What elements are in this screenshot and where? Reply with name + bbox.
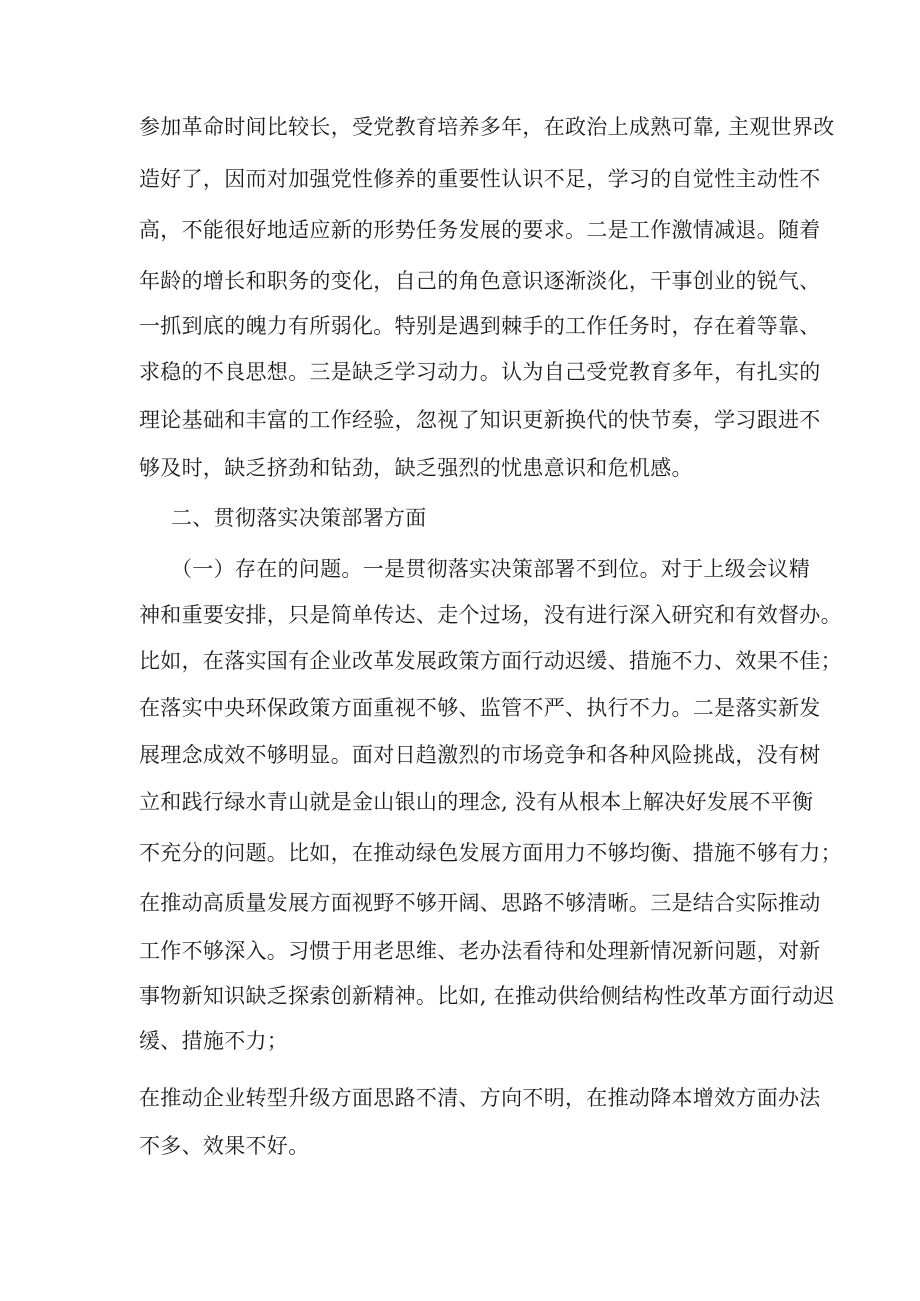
paragraph-line-5: 一抓到底的魄力有所弱化。特别是遇到棘手的工作任务时，存在着等靠、 (139, 314, 821, 338)
paragraph-line-18: 工作不够深入。习惯于用老思维、老办法看待和处理新情况新问题，对新 (139, 939, 821, 963)
paragraph-line-7: 理论基础和丰富的工作经验，忽视了知识更新换代的快节奏，学习跟进不 (139, 408, 821, 432)
paragraph-line-4: 年龄的增长和职务的变化，自己的角色意识逐渐淡化，干事创业的锐气、 (139, 269, 821, 293)
paragraph-line-1: 参加革命时间比较长，受党教育培养多年，在政治上成熟可靠, 主观世界改 (139, 115, 835, 139)
paragraph-line-10: （一）存在的问题。一是贯彻落实决策部署不到位。对于上级会议精 (171, 557, 810, 581)
paragraph-line-11: 神和重要安排，只是简单传达、走个过场，没有进行深入研究和有效督办。 (139, 603, 842, 627)
section-heading: 二、贯彻落实决策部署方面 (171, 506, 427, 530)
paragraph-line-13: 在落实中央环保政策方面重视不够、监管不严、执行不力。二是落实新发 (139, 696, 821, 720)
paragraph-line-16: 不充分的问题。比如，在推动绿色发展方面用力不够均衡、措施不够有力； (139, 841, 842, 865)
paragraph-line-21: 在推动企业转型升级方面思路不清、方向不明，在推动降本增效方面办法 (139, 1086, 821, 1110)
paragraph-line-15: 立和践行绿水青山就是金山银山的理念, 没有从根本上解决好发展不平衡 (139, 790, 814, 814)
paragraph-line-19: 事物新知识缺乏探索创新精神。比如, 在推动供给侧结构性改革方面行动迟 (139, 984, 835, 1008)
paragraph-line-8: 够及时，缺乏挤劲和钻劲，缺乏强烈的忧患意识和危机感。 (139, 456, 693, 480)
paragraph-line-3: 高，不能很好地适应新的形势任务发展的要求。二是工作激情减退。随着 (139, 218, 821, 242)
paragraph-line-14: 展理念成效不够明显。面对日趋激烈的市场竞争和各种风险挑战，没有树 (139, 743, 821, 767)
paragraph-line-17: 在推动高质量发展方面视野不够开阔、思路不够清晰。三是结合实际推动 (139, 891, 821, 915)
paragraph-line-22: 不多、效果不好。 (139, 1134, 310, 1158)
paragraph-line-20: 缓、措施不力； (139, 1029, 289, 1053)
paragraph-line-2: 造好了，因而对加强党性修养的重要性认识不足，学习的自觉性主动性不 (139, 167, 821, 191)
paragraph-line-12: 比如，在落实国有企业改革发展政策方面行动迟缓、措施不力、效果不佳； (139, 649, 842, 673)
paragraph-line-6: 求稳的不良思想。三是缺乏学习动力。认为自己受党教育多年，有扎实的 (139, 360, 821, 384)
